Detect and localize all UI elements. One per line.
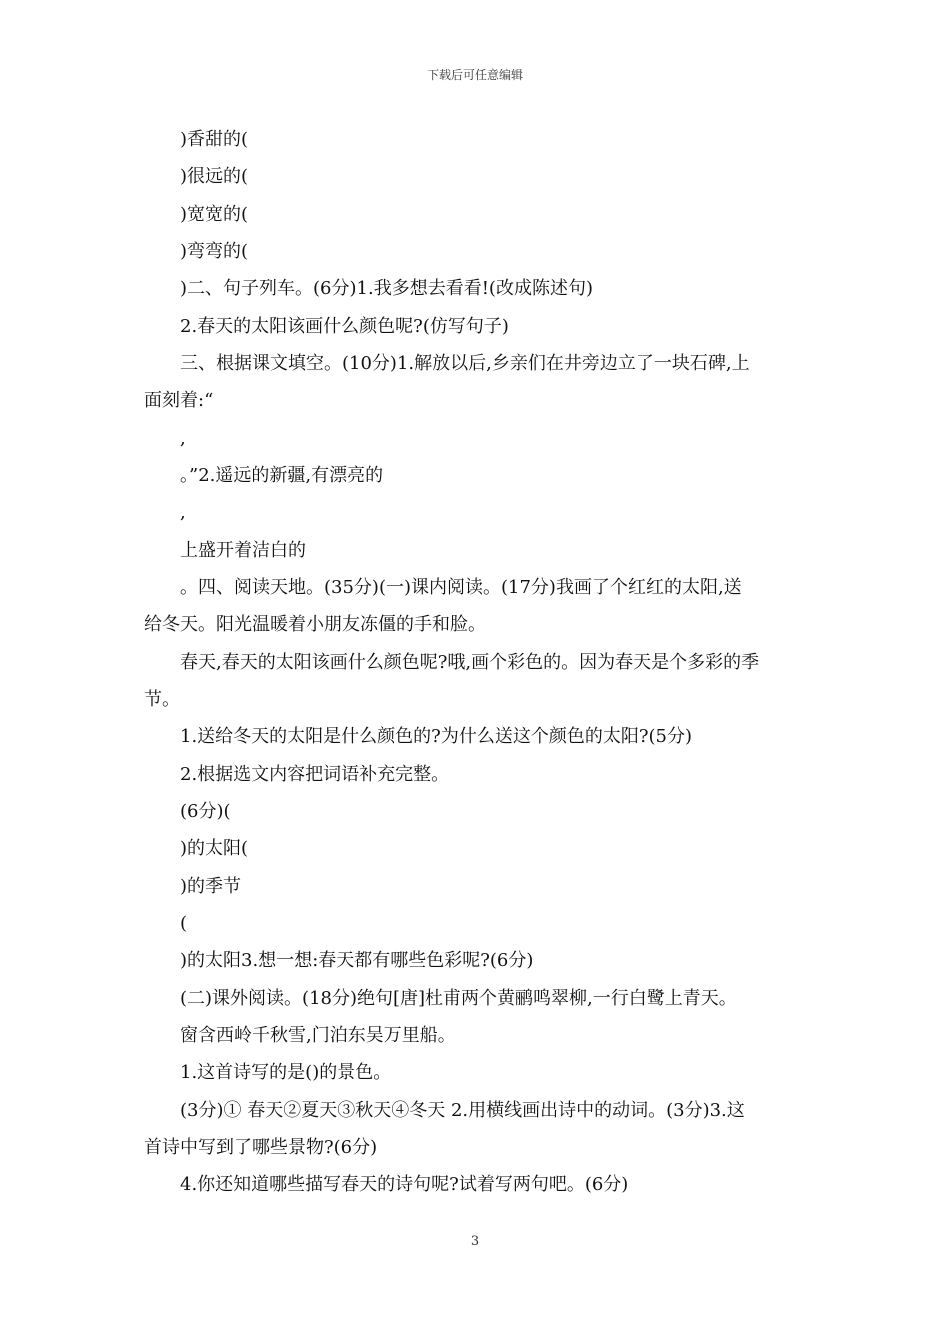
text-line: (二)课外阅读。(18分)绝句[唐]杜甫两个黄鹂鸣翠柳,一行白鹭上青天。	[180, 988, 737, 1009]
text-line: (	[180, 913, 188, 934]
text-line: 窗含西岭千秋雪,门泊东吴万里船。	[180, 1025, 456, 1046]
text-line: ,	[180, 502, 186, 523]
text-line: 三、根据课文填空。(10分)1.解放以后,乡亲们在井旁边立了一块石碑,上	[180, 353, 750, 374]
page-header: 下载后可任意编辑	[426, 68, 523, 82]
text-line: )香甜的(	[180, 129, 249, 150]
text-line: 2.春天的太阳该画什么颜色呢?(仿写句子)	[180, 316, 509, 337]
text-line: 。”2.遥远的新疆,有漂亮的	[180, 465, 384, 486]
text-line: (3分)① 春天②夏天③秋天④冬天 2.用横线画出诗中的动词。(3分)3.这	[180, 1100, 745, 1121]
text-line: 面刻着:“	[144, 390, 214, 411]
text-line: )二、句子列车。(6分)1.我多想去看看!(改成陈述句)	[180, 278, 593, 299]
text-line: 2.根据选文内容把词语补充完整。	[180, 764, 450, 785]
text-line: 春天,春天的太阳该画什么颜色呢?哦,画个彩色的。因为春天是个多彩的季	[180, 652, 760, 673]
text-line: 4.你还知道哪些描写春天的诗句呢?试着写两句吧。(6分)	[180, 1174, 629, 1195]
text-line: )很远的(	[180, 166, 249, 187]
text-line: )的太阳(	[180, 838, 249, 859]
text-line: )宽宽的(	[180, 204, 249, 225]
text-line: 1.这首诗写的是()的景色。	[180, 1062, 392, 1083]
text-line: 。四、阅读天地。(35分)(一)课内阅读。(17分)我画了个红红的太阳,送	[180, 577, 742, 598]
text-line: )的季节	[180, 876, 242, 897]
text-line: 1.送给冬天的太阳是什么颜色的?为什么送这个颜色的太阳?(5分)	[180, 726, 692, 747]
page-number: 3	[470, 1234, 480, 1249]
text-line: 给冬天。阳光温暖着小朋友冻僵的手和脸。	[144, 614, 486, 635]
text-line: 节。	[144, 689, 180, 710]
text-line: ,	[180, 428, 186, 449]
text-line: (6分)(	[180, 801, 231, 822]
text-line: 上盛开着洁白的	[180, 540, 306, 561]
text-line: 首诗中写到了哪些景物?(6分)	[144, 1137, 378, 1158]
text-line: )的太阳3.想一想:春天都有哪些色彩呢?(6分)	[180, 950, 534, 971]
text-line: )弯弯的(	[180, 241, 249, 262]
